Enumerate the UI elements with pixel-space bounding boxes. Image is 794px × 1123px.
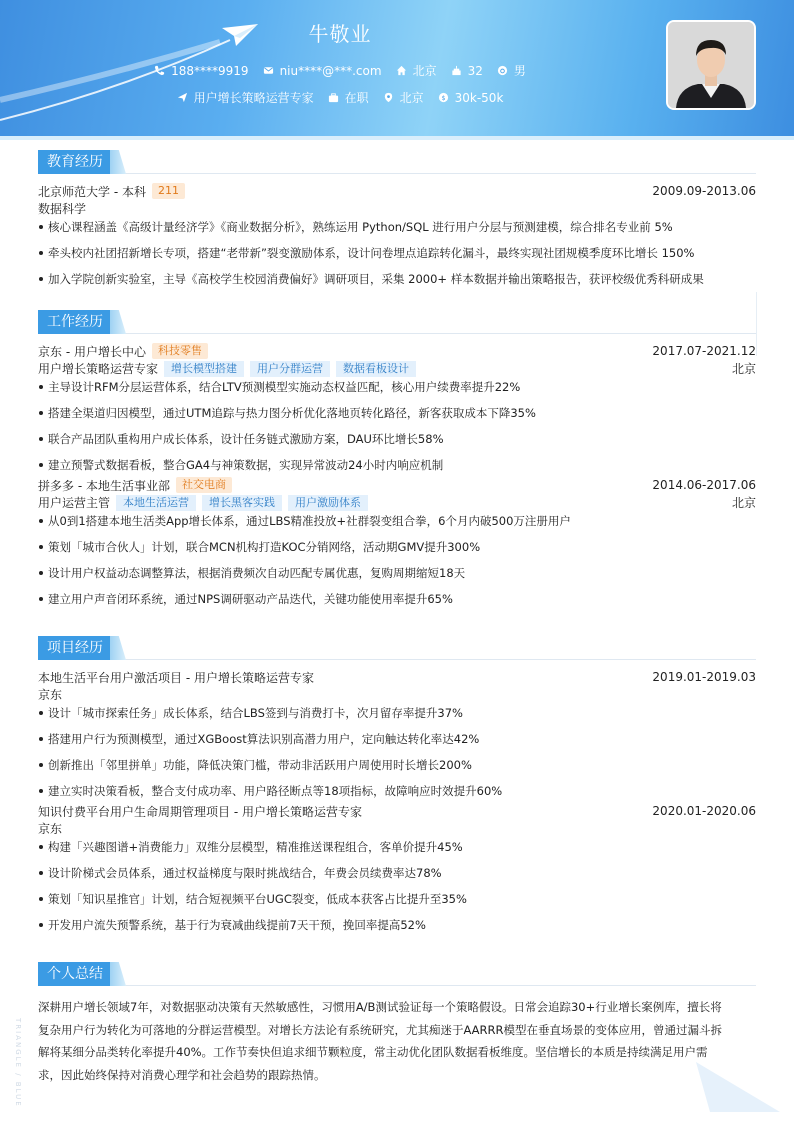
work-entry bbox=[38, 342, 756, 476]
phone-icon bbox=[154, 65, 165, 76]
role-title: 用户增长策略运营专家 bbox=[38, 362, 159, 376]
briefcase-icon bbox=[328, 92, 339, 103]
project-company bbox=[38, 820, 756, 838]
summary-line: 复杂用户行为转化为可落地的分群运营模型。对增长方法论有系统研究，尤其痴迷于AARRR模型在垂直场景的变体应用，曾通过漏斗拆 bbox=[38, 1022, 723, 1037]
entry-header bbox=[38, 342, 756, 360]
skill-tag: 用户激励体系 bbox=[288, 495, 368, 511]
section-heading: 教育经历 bbox=[38, 150, 112, 174]
project-bullets bbox=[38, 838, 756, 942]
list-item: 建立实时决策看板，整合支付成功率、用户路径断点等18项指标，故障响应时效提升60% bbox=[38, 782, 756, 802]
city-value: 北京 bbox=[412, 64, 437, 78]
skill-tag: 本地生活运营 bbox=[116, 495, 196, 511]
company-name: 京东 bbox=[38, 822, 63, 836]
list-item: 策划「知识星推官」计划，结合短视频平台UGC裂变，低成本获客占比提升至35% bbox=[38, 890, 756, 916]
heading-tail-decoration bbox=[110, 150, 126, 174]
phone-number: 188****9919 bbox=[171, 63, 249, 78]
entry-header bbox=[38, 476, 756, 494]
heading-tail-decoration bbox=[110, 636, 126, 660]
entry-header bbox=[38, 668, 756, 686]
skill-tag: 数据看板设计 bbox=[336, 361, 416, 377]
industry-badge: 科技零售 bbox=[152, 343, 208, 359]
project-name: 知识付费平台用户生命周期管理项目 - 用户增长策略运营专家 bbox=[38, 804, 362, 819]
list-item: 建立用户声音闭环系统，通过NPS调研驱动产品迭代，关键功能使用率提升65% bbox=[38, 590, 756, 616]
work-section-title bbox=[38, 310, 756, 334]
list-item: 设计「城市探索任务」成长体系，结合LBS签到与消费打卡，次月留存率提升37% bbox=[38, 704, 756, 730]
list-item: 设计阶梯式会员体系，通过权益梯度与限时挑战结合，年费会员续费率达78% bbox=[38, 864, 756, 890]
profile-photo bbox=[668, 22, 754, 108]
salary-item bbox=[438, 89, 504, 106]
project-entry bbox=[38, 802, 756, 942]
entry-period: 2014.06-2017.06 bbox=[652, 478, 756, 492]
cake-icon bbox=[451, 65, 462, 76]
phone-item bbox=[154, 62, 248, 79]
summary-text bbox=[38, 996, 756, 1086]
major bbox=[38, 200, 756, 218]
education-bullets bbox=[38, 218, 756, 296]
list-item: 构建「兴趣图谱+消费能力」双维分层模型，精准推送课程组合，客单价提升45% bbox=[38, 838, 756, 864]
target-position-item bbox=[177, 89, 314, 106]
gender-value: 男 bbox=[513, 64, 526, 78]
job-intention bbox=[0, 89, 680, 106]
summary-line: 求，因此始终保持对消费心理学和社会趋势的跟踪热情。 bbox=[38, 1067, 326, 1082]
school-name: 北京师范大学 - 本科 bbox=[38, 184, 146, 199]
mail-icon bbox=[263, 65, 274, 76]
work-entry bbox=[38, 476, 756, 616]
industry-badge: 社交电商 bbox=[176, 477, 232, 493]
template-watermark: TRIANGLE / BLUE bbox=[14, 1018, 22, 1108]
summary-section-title bbox=[38, 962, 756, 986]
send-icon bbox=[177, 92, 188, 103]
project-company bbox=[38, 686, 756, 704]
education-section-title bbox=[38, 150, 756, 174]
list-item: 从0到1搭建本地生活类App增长体系，通过LBS精准投放+社群裂变组合拳，6个月内破500万注册用户 bbox=[38, 512, 756, 538]
role-row bbox=[38, 360, 756, 378]
project-name: 本地生活平台用户激活项目 - 用户增长策略运营专家 bbox=[38, 670, 314, 685]
company-name: 京东 bbox=[38, 688, 63, 702]
list-item: 创新推出「邻里拼单」功能，降低决策门槛，带动非活跃用户周使用时长增长200% bbox=[38, 756, 756, 782]
list-item: 策划「城市合伙人」计划，联合MCN机构打造KOC分销网络，活动期GMV提升300% bbox=[38, 538, 756, 564]
summary-line: 解将某细分品类转化率提升40%。工作节奏快但追求细节颗粒度，常主动优化团队数据看板维度。坚信增长的本质是持续满足用户需 bbox=[38, 1045, 708, 1059]
list-item: 联合产品团队重构用户成长体系，设计任务链式激励方案，DAU环比增长58% bbox=[38, 430, 756, 456]
role-title: 用户运营主管 bbox=[38, 496, 111, 510]
skill-tag: 增长模型搭建 bbox=[164, 361, 244, 377]
gender-item bbox=[497, 62, 526, 79]
status-item bbox=[328, 89, 369, 106]
list-item: 建立预警式数据看板，整合GA4与神策数据，实现异常波动24小时内响应机制 bbox=[38, 456, 756, 476]
entry-period: 2017.07-2021.12 bbox=[652, 344, 756, 358]
divider bbox=[756, 292, 757, 356]
company-name: 京东 - 用户增长中心 bbox=[38, 344, 146, 359]
email-item bbox=[263, 62, 382, 79]
section-heading: 工作经历 bbox=[38, 310, 112, 334]
skill-tag: 增长黑客实践 bbox=[202, 495, 282, 511]
location-pin-icon bbox=[383, 92, 394, 103]
list-item: 开发用户流失预警系统，基于行为衰减曲线提前7天干预，挽回率提高52% bbox=[38, 916, 756, 942]
job-location: 北京 bbox=[731, 496, 756, 510]
education-section bbox=[38, 150, 756, 296]
avatar bbox=[666, 20, 756, 110]
gender-icon bbox=[497, 65, 508, 76]
section-heading: 项目经历 bbox=[38, 636, 112, 660]
section-heading: 个人总结 bbox=[38, 962, 112, 986]
resume-header bbox=[0, 0, 794, 140]
list-item: 牵头校内社团招新增长专项，搭建“老带新”裂变激励体系，设计问卷埋点追踪转化漏斗，最终实现社团规模季度环比增长 150% bbox=[38, 244, 756, 270]
salary-range: 30k-50k bbox=[454, 90, 504, 105]
list-item: 主导设计RFM分层运营体系，结合LTV预测模型实施动态权益匹配，核心用户续费率提升22% bbox=[38, 378, 756, 404]
entry-period: 2019.01-2019.03 bbox=[652, 670, 756, 684]
heading-tail-decoration bbox=[110, 310, 126, 334]
major-name: 数据科学 bbox=[38, 202, 87, 216]
company-name: 拼多多 - 本地生活事业部 bbox=[38, 478, 170, 493]
heading-tail-decoration bbox=[110, 962, 126, 986]
list-item: 核心课程涵盖《高级计量经济学》《商业数据分析》，熟练运用 Python/SQL 进行用户分层与预测建模，综合排名专业前 5% bbox=[38, 218, 756, 244]
entry-header bbox=[38, 182, 756, 200]
education-entry bbox=[38, 182, 756, 296]
job-status: 在职 bbox=[344, 91, 369, 105]
age-item bbox=[451, 62, 483, 79]
project-bullets bbox=[38, 704, 756, 802]
summary-section bbox=[38, 962, 756, 1086]
school-badge: 211 bbox=[152, 183, 185, 199]
entry-header bbox=[38, 802, 756, 820]
target-position: 用户增长策略运营专家 bbox=[193, 91, 314, 105]
list-item: 搭建全渠道归因模型，通过UTM追踪与热力图分析优化落地页转化路径，新客获取成本下降35% bbox=[38, 404, 756, 430]
work-bullets bbox=[38, 378, 756, 476]
list-item: 搭建用户行为预测模型，通过XGBoost算法识别高潜力用户，定向触达转化率达42% bbox=[38, 730, 756, 756]
summary-line: 深耕用户增长领域7年，对数据驱动决策有天然敏感性，习惯用A/B测试验证每一个策略假设。日常会追踪30+行业增长案例库，擅长将 bbox=[38, 1000, 722, 1014]
corner-triangle-decoration bbox=[696, 1062, 780, 1112]
candidate-name: 牛敬业 bbox=[308, 22, 372, 46]
city-item bbox=[396, 62, 437, 79]
entry-period: 2009.09-2013.06 bbox=[652, 184, 756, 198]
list-item: 加入学院创新实验室，主导《高校学生校园消费偏好》调研项目，采集 2000+ 样本数据并输出策略报告，获评校级优秀科研成果 bbox=[38, 270, 756, 296]
email-address: niu****@***.com bbox=[279, 63, 382, 78]
entry-period: 2020.01-2020.06 bbox=[652, 804, 756, 818]
age-value: 32 bbox=[467, 63, 483, 78]
svg-text:$: $ bbox=[441, 93, 446, 102]
projects-section bbox=[38, 636, 756, 942]
contact-info bbox=[0, 62, 680, 79]
skill-tag: 用户分群运营 bbox=[250, 361, 330, 377]
coin-icon bbox=[438, 92, 449, 103]
target-city-item bbox=[383, 89, 424, 106]
work-section bbox=[38, 310, 756, 616]
list-item: 设计用户权益动态调整算法，根据消费频次自动匹配专属优惠，复购周期缩短18天 bbox=[38, 564, 756, 590]
project-entry bbox=[38, 668, 756, 802]
job-location: 北京 bbox=[731, 362, 756, 376]
work-bullets bbox=[38, 512, 756, 616]
role-row bbox=[38, 494, 756, 512]
target-city: 北京 bbox=[399, 91, 424, 105]
home-icon bbox=[396, 65, 407, 76]
projects-section-title bbox=[38, 636, 756, 660]
